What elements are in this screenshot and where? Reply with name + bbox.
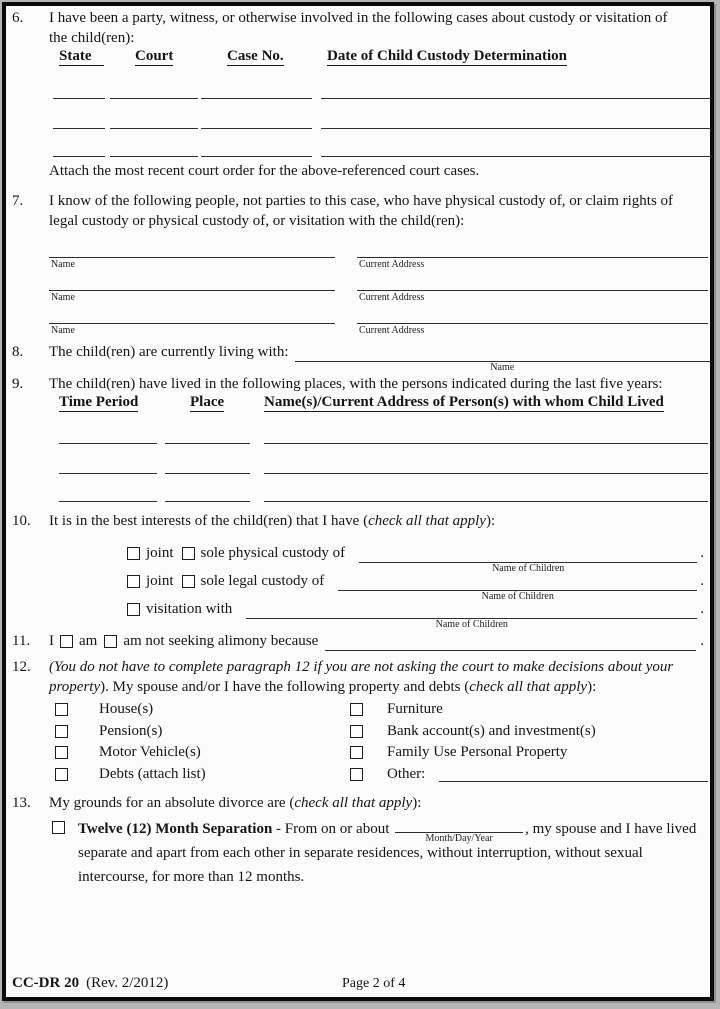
form-identifier bbox=[12, 973, 168, 993]
physical-custody-children-field[interactable] bbox=[359, 546, 697, 574]
name-label: Name bbox=[51, 325, 75, 336]
residence-row-1 bbox=[49, 412, 710, 444]
item-8-text: The child(ren) are currently living with: bbox=[49, 344, 289, 360]
item-13-text-suffix: ): bbox=[412, 795, 422, 811]
checkbox-sole-legal-custody[interactable] bbox=[182, 575, 195, 588]
item-13 bbox=[6, 793, 710, 889]
current-address-label: Current Address bbox=[359, 325, 425, 336]
item-10-text-italic: check all that apply bbox=[368, 513, 486, 529]
item-12-italic-3: apply bbox=[553, 679, 588, 695]
name-label: Name bbox=[51, 259, 75, 270]
property-row-4 bbox=[49, 764, 710, 786]
item-9-text: The child(ren) have lived in the following places, with the persons indicated during the last five years: bbox=[49, 376, 663, 392]
checkbox-joint-legal-custody[interactable] bbox=[127, 575, 140, 588]
separation-lead: - From on or about bbox=[272, 821, 390, 837]
bank-accounts-label: Bank account(s) and investment(s) bbox=[387, 722, 596, 739]
column-court: Court bbox=[135, 48, 174, 64]
item-12-italic-note: (You do not have to complete paragraph 12 if you are not asking the court to make decisions about your property bbox=[49, 659, 674, 695]
item-10-text-suffix: ): bbox=[485, 513, 496, 529]
item-12-number: 12. bbox=[12, 659, 31, 675]
form-content bbox=[6, 6, 710, 997]
separation-title: Twelve (12) Month Separation bbox=[78, 821, 273, 837]
column-place: Place bbox=[190, 394, 225, 410]
item-10-text-prefix: It is in the best interests of the child(ren) that I have ( bbox=[49, 513, 369, 529]
custodian-row-2 bbox=[49, 264, 710, 303]
page-footer bbox=[6, 973, 710, 993]
month-day-year-label: Month/Day/Year bbox=[425, 833, 493, 844]
custodian-address-field-1[interactable] bbox=[357, 257, 708, 258]
checkbox-sole-physical-custody[interactable] bbox=[182, 547, 195, 560]
item-6-number: 6. bbox=[12, 10, 24, 26]
separation-body: , my spouse and I have lived separate and apart from each other in separate residences, without interruption, without sexual intercourse, for more than 12 months. bbox=[78, 821, 697, 885]
attach-note: Attach the most recent court order for the above-referenced court cases. bbox=[49, 163, 480, 179]
case-row-2 bbox=[49, 99, 710, 129]
legal-custody-children-field[interactable] bbox=[338, 574, 697, 602]
case-row-1 bbox=[49, 66, 710, 99]
am-label: am bbox=[79, 633, 98, 649]
property-row-3 bbox=[49, 742, 710, 764]
property-row-2 bbox=[49, 721, 710, 743]
sole-legal-custody-label: sole legal custody of bbox=[200, 573, 325, 589]
checkbox-am-seeking-alimony[interactable] bbox=[60, 635, 73, 648]
residence-row-3 bbox=[49, 474, 710, 502]
page-number: Page 2 of 4 bbox=[342, 976, 406, 991]
other-label: Other: bbox=[387, 765, 426, 782]
item-7-number: 7. bbox=[12, 193, 24, 209]
pensions-label: Pension(s) bbox=[99, 722, 163, 739]
name-of-children-label: Name of Children bbox=[481, 591, 554, 602]
item-11-prefix: I bbox=[49, 633, 54, 649]
item-10 bbox=[6, 511, 710, 630]
joint-label: joint bbox=[146, 573, 174, 589]
custodian-name-field-3[interactable] bbox=[49, 323, 335, 324]
item-12-italic-2: check all that bbox=[469, 679, 551, 695]
residence-row-2 bbox=[49, 444, 710, 474]
custodian-name-field-2[interactable] bbox=[49, 290, 335, 291]
living-with-field[interactable] bbox=[295, 345, 711, 373]
period: . bbox=[700, 601, 704, 617]
custodian-address-field-2[interactable] bbox=[357, 290, 708, 291]
custody-date-field-3[interactable] bbox=[321, 156, 710, 157]
am-not-label: am not seeking alimony because bbox=[123, 633, 319, 649]
checkbox-visitation[interactable] bbox=[127, 603, 140, 616]
column-person-lived-with: Name(s)/Current Address of Person(s) with whom Child Lived bbox=[264, 394, 664, 410]
alimony-reason-field[interactable] bbox=[325, 634, 696, 651]
case-row-3 bbox=[49, 129, 710, 157]
item-12 bbox=[6, 657, 710, 785]
name-label: Name bbox=[51, 292, 75, 303]
period: . bbox=[700, 573, 704, 589]
court-field-3[interactable] bbox=[110, 156, 198, 157]
checkbox-houses[interactable] bbox=[55, 703, 68, 716]
motor-vehicles-label: Motor Vehicle(s) bbox=[99, 744, 201, 760]
residence-table-header bbox=[49, 394, 710, 412]
property-row-1 bbox=[49, 699, 710, 721]
place-field-3[interactable] bbox=[165, 501, 250, 502]
case-table-header bbox=[49, 48, 710, 66]
separation-date-field[interactable] bbox=[395, 816, 523, 844]
checkbox-joint-physical-custody[interactable] bbox=[127, 547, 140, 560]
current-address-label: Current Address bbox=[359, 292, 425, 303]
item-6 bbox=[6, 8, 710, 181]
furniture-label: Furniture bbox=[387, 701, 443, 717]
custodian-row-1 bbox=[49, 231, 710, 270]
property-checklist bbox=[49, 699, 710, 785]
houses-label: House(s) bbox=[99, 701, 154, 717]
checkbox-motor-vehicles[interactable] bbox=[55, 746, 68, 759]
physical-custody-row bbox=[127, 535, 704, 574]
checkbox-debts[interactable] bbox=[55, 768, 68, 781]
checkbox-other[interactable] bbox=[350, 768, 363, 781]
column-case-no: Case No. bbox=[227, 48, 284, 64]
form-revision: (Rev. 2/2012) bbox=[86, 975, 169, 991]
custodian-row-3 bbox=[49, 297, 710, 336]
person-field-3[interactable] bbox=[264, 501, 708, 502]
item-13-text-italic: check all that apply bbox=[294, 795, 413, 811]
custodian-address-field-3[interactable] bbox=[357, 323, 708, 324]
sole-physical-custody-label: sole physical custody of bbox=[200, 545, 346, 561]
item-7 bbox=[6, 191, 710, 336]
period: . bbox=[700, 545, 704, 561]
item-10-number: 10. bbox=[12, 513, 31, 529]
checkbox-am-not-seeking-alimony[interactable] bbox=[104, 635, 117, 648]
item-12-text bbox=[49, 657, 710, 697]
checkbox-twelve-month-separation[interactable] bbox=[52, 821, 65, 834]
visitation-children-field[interactable] bbox=[246, 602, 697, 630]
checkbox-furniture[interactable] bbox=[350, 703, 363, 716]
item-12-suffix: ): bbox=[587, 679, 597, 695]
item-10-text bbox=[49, 511, 710, 531]
column-custody-date: Date of Child Custody Determination bbox=[327, 48, 567, 64]
item-9 bbox=[6, 374, 710, 502]
visitation-label: visitation with bbox=[146, 601, 233, 617]
item-11-number: 11. bbox=[12, 633, 31, 649]
other-field[interactable] bbox=[439, 781, 708, 782]
debts-label: Debts (attach list) bbox=[99, 765, 206, 782]
checkbox-family-use-property[interactable] bbox=[350, 746, 363, 759]
form-code: CC-DR 20 bbox=[12, 975, 80, 991]
checkbox-bank-accounts[interactable] bbox=[350, 725, 363, 738]
item-9-number: 9. bbox=[12, 376, 24, 392]
name-of-children-label: Name of Children bbox=[435, 619, 508, 630]
name-of-children-label: Name of Children bbox=[492, 563, 565, 574]
column-time-period: Time Period bbox=[59, 394, 139, 410]
item-8-number: 8. bbox=[12, 344, 24, 360]
item-6-text: I have been a party, witness, or otherwise involved in the following cases about custody or visitation of the child(ren): bbox=[49, 10, 668, 46]
item-8 bbox=[6, 342, 710, 373]
family-use-property-label: Family Use Personal Property bbox=[387, 744, 568, 760]
case-no-field-3[interactable] bbox=[201, 156, 312, 157]
period: . bbox=[700, 633, 704, 649]
item-7-text: I know of the following people, not parties to this case, who have physical custody of, or claim rights of legal custody or physical custody of, or visitation with the child(ren): bbox=[49, 193, 674, 229]
column-state: State bbox=[59, 48, 104, 66]
name-label: Name bbox=[490, 362, 515, 373]
state-field-3[interactable] bbox=[53, 156, 105, 157]
item-13-number: 13. bbox=[12, 795, 31, 811]
checkbox-pensions[interactable] bbox=[55, 725, 68, 738]
custodian-name-field-1[interactable] bbox=[49, 257, 335, 258]
item-13-text bbox=[49, 793, 710, 813]
item-13-text-prefix: My grounds for an absolute divorce are ( bbox=[49, 795, 295, 811]
item-11 bbox=[6, 631, 710, 651]
current-address-label: Current Address bbox=[359, 259, 425, 270]
joint-label: joint bbox=[146, 545, 174, 561]
time-period-field-3[interactable] bbox=[59, 501, 157, 502]
form-page bbox=[2, 2, 714, 1001]
twelve-month-separation-paragraph bbox=[52, 816, 700, 889]
item-12-mid-text: ). My spouse and/or I have the following property and debts ( bbox=[100, 679, 470, 695]
